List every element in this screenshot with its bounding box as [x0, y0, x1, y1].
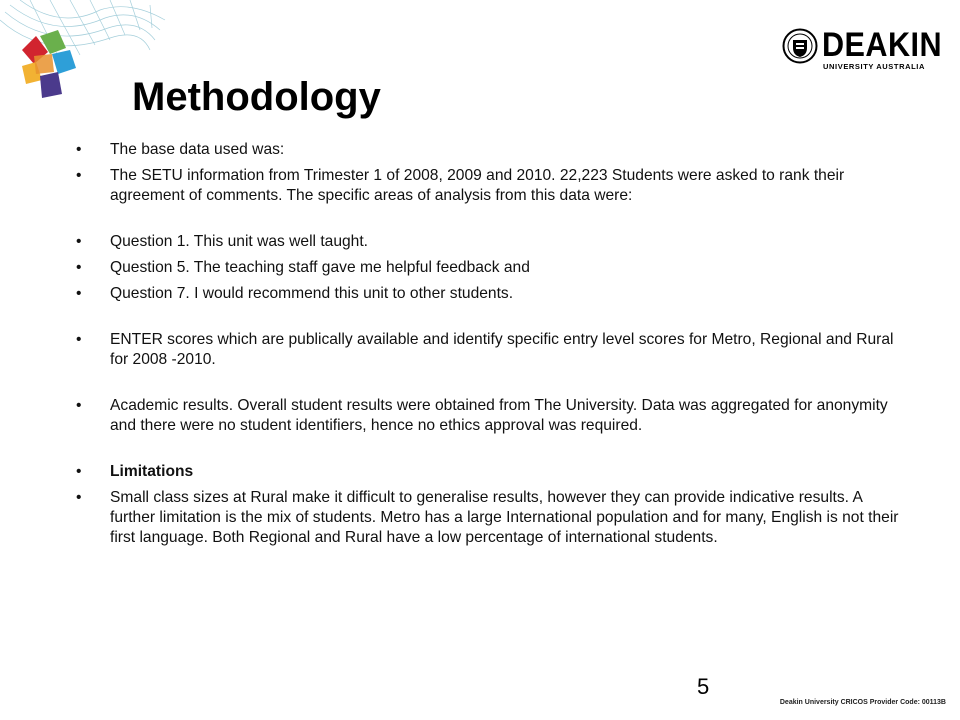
bullet-item — [76, 140, 906, 160]
bullet-item — [76, 258, 906, 278]
bullet-text: Limitations — [110, 463, 194, 480]
bullet-list — [76, 140, 906, 548]
bullet-marker: • — [76, 141, 82, 158]
bullet-marker: • — [76, 489, 82, 506]
slide-title: Methodology — [132, 75, 381, 119]
bullet-marker: • — [76, 397, 82, 414]
bullet-marker: • — [76, 463, 82, 480]
bullet-item — [76, 396, 906, 436]
bullet-item — [76, 232, 906, 252]
bullet-text: The SETU information from Trimester 1 of 2008, 2009 and 2010. 22,223 Students were asked to rank their agreement of comments. The specific areas of analysis from this data were: — [110, 167, 845, 204]
bullet-item — [76, 284, 906, 304]
bullet-text: Academic results. Overall student results were obtained from The University. Data was aggregated for anonymity and there were no student identifiers, hence no ethics approval was required. — [110, 397, 888, 434]
bullet-marker: • — [76, 259, 82, 276]
logo-subtitle: UNIVERSITY AUSTRALIA — [823, 62, 926, 71]
bullet-text: Question 1. This unit was well taught. — [110, 233, 369, 250]
bullet-item — [76, 166, 906, 206]
university-crest-icon — [782, 28, 818, 64]
bullet-marker: • — [76, 331, 82, 348]
bullet-text: Question 7. I would recommend this unit to other students. — [110, 285, 514, 302]
bullet-text: Small class sizes at Rural make it difficult to generalise results, however they can provide indicative results. A further limitation is the mix of students. Metro has a large International population and for many, English is not their first language. Both Regional and Rural have a low percentage of international students. — [110, 489, 899, 546]
bullet-item-limitations-heading — [76, 462, 906, 482]
bullet-marker: • — [76, 233, 82, 250]
petal-icon — [22, 30, 76, 98]
bullet-item — [76, 330, 906, 370]
bullet-text: Question 5. The teaching staff gave me helpful feedback and — [110, 259, 530, 276]
bullet-marker: • — [76, 167, 82, 184]
deakin-logo — [782, 26, 943, 72]
cricos-provider-code: Deakin University CRICOS Provider Code: 00113B — [779, 699, 946, 706]
bullet-item — [76, 488, 906, 548]
bullet-marker: • — [76, 285, 82, 302]
bullet-text: ENTER scores which are publically available and identify specific entry level scores for Metro, Regional and Rural for 2008 -2010. — [110, 331, 894, 368]
logo-wordmark: DEAKIN — [822, 26, 943, 64]
bullet-text: The base data used was: — [110, 141, 285, 158]
page-number: 5 — [697, 674, 710, 699]
